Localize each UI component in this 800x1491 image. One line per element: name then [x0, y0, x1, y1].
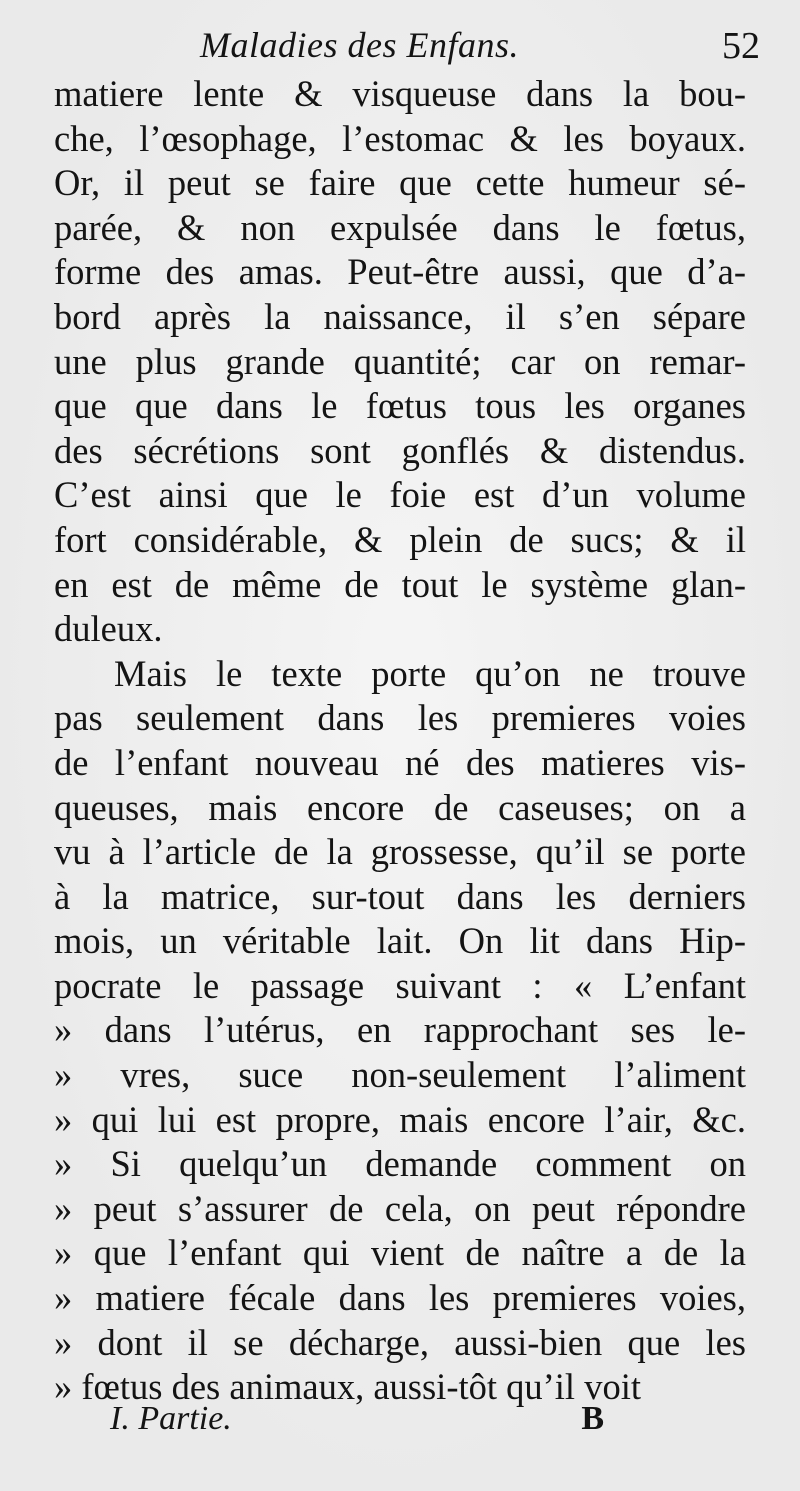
- page-number: 52: [722, 25, 760, 67]
- text-line: une plus grande quantité; car on remar-: [54, 340, 746, 382]
- text-line: en est de même de tout le système glan-: [54, 563, 746, 605]
- text-line: des sécrétions sont gonflés & distendus.: [54, 429, 746, 471]
- text-line: de l’enfant nouveau né des matieres vis-: [54, 741, 746, 783]
- text-line: che, l’œsophage, l’estomac & les boyaux.: [54, 117, 746, 159]
- text-line: forme des amas. Peut-être aussi, que d’a-: [54, 251, 746, 293]
- part-label: I. Partie.: [110, 1400, 232, 1437]
- running-title: Maladies des Enfans.: [200, 25, 519, 65]
- text-line: C’est ainsi que le foie est d’un volume: [54, 474, 746, 516]
- page-footer: [110, 1400, 604, 1444]
- text-line: » matiere fécale dans les premieres voies,: [54, 1277, 746, 1319]
- text-line: matiere lente & visqueuse dans la bou-: [54, 73, 746, 114]
- text-line: pocrate le passage suivant : « L’enfant: [54, 964, 746, 1006]
- signature-mark: B: [581, 1400, 604, 1437]
- body-text: [54, 72, 746, 1410]
- text-line: duleux.: [54, 608, 163, 650]
- text-line: » vres, suce non-seulement l’aliment: [54, 1054, 746, 1096]
- text-line: Or, il peut se faire que cette humeur sé-: [54, 162, 746, 204]
- text-line: » peut s’assurer de cela, on peut répondre: [54, 1187, 746, 1229]
- text-line: vu à l’article de la grossesse, qu’il se porte: [54, 831, 746, 873]
- paragraph: [54, 652, 746, 1410]
- text-line: pas seulement dans les premieres voies: [54, 697, 746, 739]
- text-line: que que dans le fœtus tous les organes: [54, 385, 746, 427]
- text-line: Mais le texte porte qu’on ne trouve: [114, 652, 746, 694]
- text-line: » dont il se décharge, aussi-bien que les: [54, 1321, 746, 1363]
- text-line: » que l’enfant qui vient de naître a de la: [54, 1232, 746, 1274]
- text-line: queuses, mais encore de caseuses; on a: [54, 786, 746, 828]
- text-line: parée, & non expulsée dans le fœtus,: [54, 206, 746, 248]
- text-line: mois, un véritable lait. On lit dans Hip-: [54, 920, 746, 962]
- paragraph: [54, 72, 746, 652]
- text-line: fort considérable, & plein de sucs; & il: [54, 518, 746, 560]
- page-header: [200, 24, 760, 74]
- text-line: bord après la naissance, il s’en sépare: [54, 295, 746, 337]
- text-line: » Si quelqu’un demande comment on: [54, 1143, 746, 1185]
- text-line: » qui lui est propre, mais encore l’air, &c.: [54, 1098, 746, 1140]
- text-line: » dans l’utérus, en rapprochant ses le-: [54, 1009, 746, 1051]
- text-line: » fœtus des animaux, aussi-tôt qu’il voit: [54, 1366, 641, 1408]
- text-line: à la matrice, sur-tout dans les derniers: [54, 875, 746, 917]
